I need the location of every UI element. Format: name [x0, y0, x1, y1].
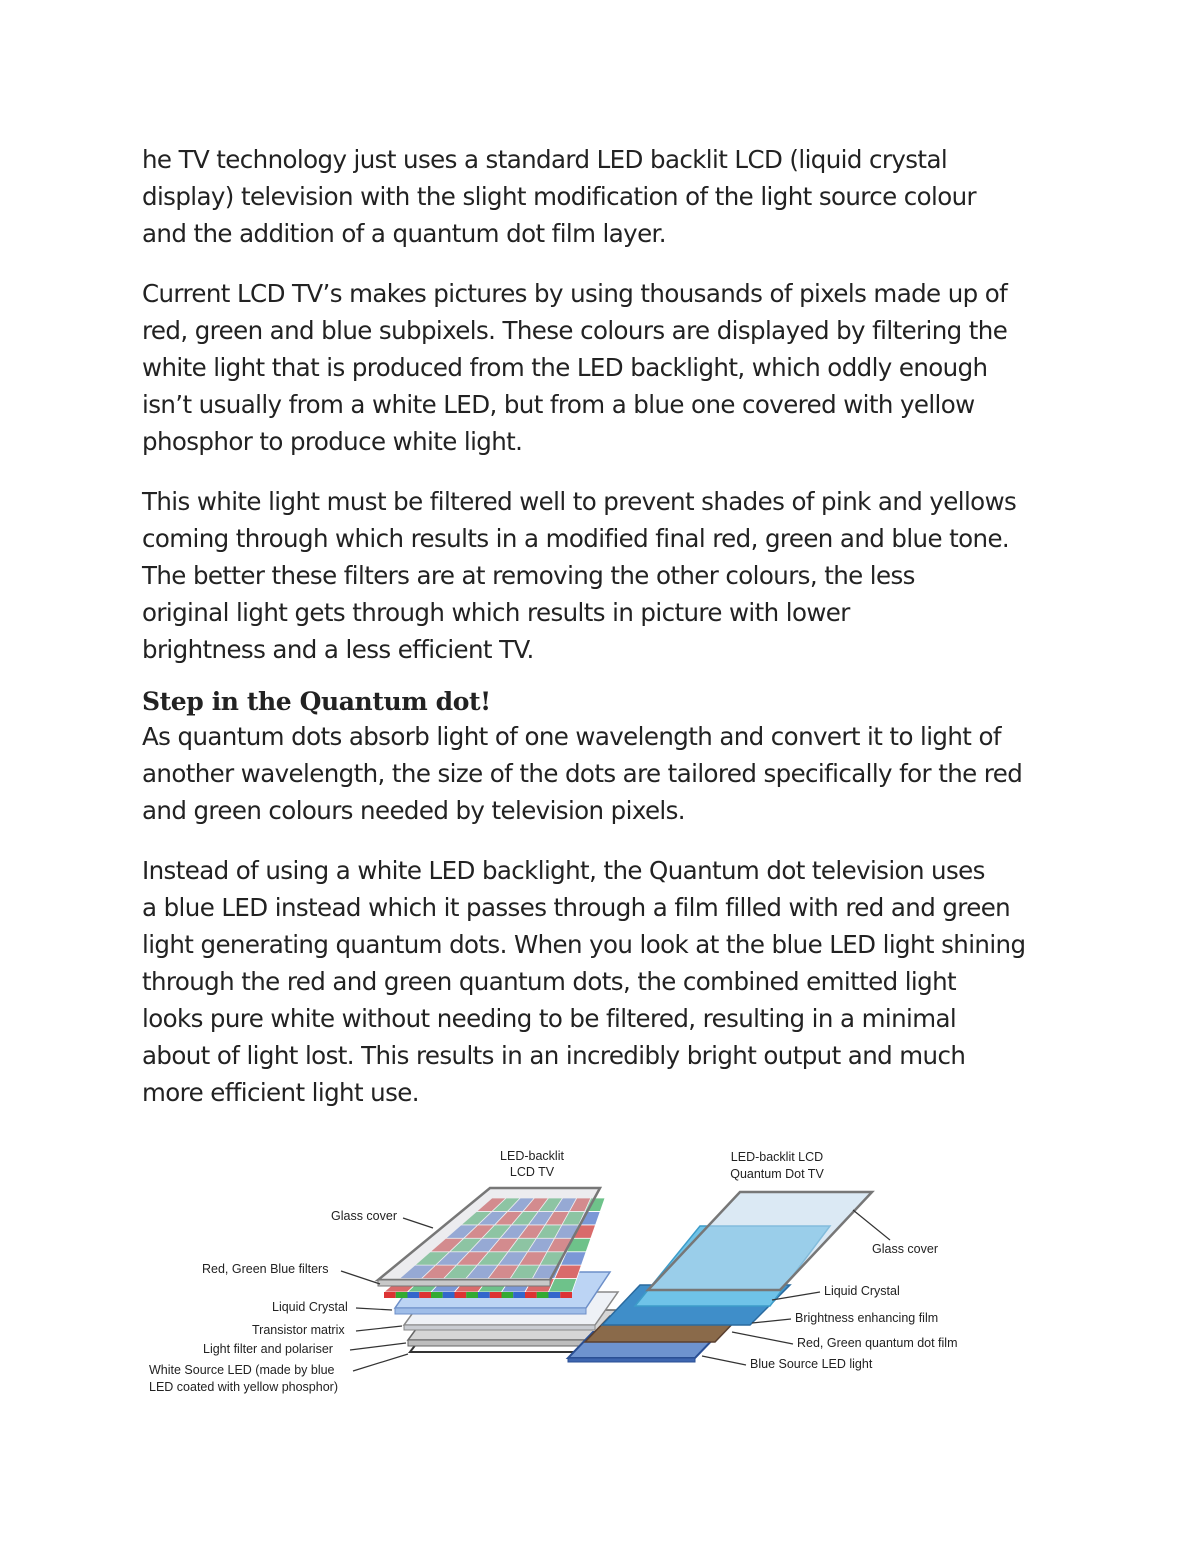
text-line: a blue LED instead which it passes through a film filled with red and green	[142, 893, 1011, 922]
leader-line	[353, 1354, 408, 1371]
lcd-label-polariser: Light filter and polariser	[203, 1342, 333, 1356]
article-body	[142, 141, 1072, 1134]
lcd-vs-qd-diagram	[140, 1140, 990, 1410]
leader-line	[702, 1356, 746, 1365]
qd-label-glass: Glass cover	[872, 1242, 938, 1256]
qd-label-blue-led: Blue Source LED light	[750, 1357, 873, 1371]
leader-line	[853, 1210, 890, 1240]
filter-edge-cell	[384, 1292, 396, 1298]
qd-glass-cover	[648, 1192, 872, 1290]
text-line: looks pure white without needing to be filtered, resulting in a minimal	[142, 1004, 957, 1033]
lcd-label-transistor: Transistor matrix	[252, 1323, 345, 1337]
text-line: Current LCD TV’s makes pictures by using thousands of pixels made up of	[142, 279, 1008, 308]
leader-line	[752, 1319, 791, 1323]
text-line: light generating quantum dots. When you look at the blue LED light shining	[142, 930, 1026, 959]
leader-line	[356, 1308, 392, 1310]
filter-edge-cell	[490, 1292, 502, 1298]
lcd-label-filters: Red, Green Blue filters	[202, 1262, 329, 1276]
lcd-label-white-led-1: White Source LED (made by blue	[149, 1363, 335, 1377]
text-line: coming through which results in a modified final red, green and blue tone.	[142, 524, 1010, 553]
text-line: about of light lost. This results in an incredibly bright output and much	[142, 1041, 966, 1070]
leader-line	[732, 1332, 793, 1344]
leader-line	[356, 1326, 402, 1331]
text-line: Instead of using a white LED backlight, the Quantum dot television uses	[142, 856, 985, 885]
paragraph-4	[142, 718, 1072, 829]
paragraph-5	[142, 852, 1072, 1111]
text-line: and the addition of a quantum dot film layer.	[142, 219, 666, 248]
lcd-title-line-1: LED-backlit	[500, 1149, 564, 1163]
filter-edge-cell	[396, 1292, 408, 1298]
paragraph-3	[142, 483, 1072, 668]
filter-edge-cell	[443, 1292, 455, 1298]
lcd-label-glass: Glass cover	[331, 1209, 397, 1223]
leader-line	[341, 1271, 380, 1284]
paragraph-2	[142, 275, 1072, 460]
filter-edge-cell	[466, 1292, 478, 1298]
qd-title-line-2: Quantum Dot TV	[730, 1167, 824, 1181]
filter-edge-cell	[513, 1292, 525, 1298]
text-line: more efficient light use.	[142, 1078, 419, 1107]
filter-edge-cell	[537, 1292, 549, 1298]
lcd-label-liquid: Liquid Crystal	[272, 1300, 348, 1314]
filter-edge-cell	[419, 1292, 431, 1298]
lcd-label-white-led-2: LED coated with yellow phosphor)	[149, 1380, 338, 1394]
filter-edge-cell	[560, 1292, 572, 1298]
text-line: The better these filters are at removing the other colours, the less	[142, 561, 915, 590]
filter-edge-cell	[502, 1292, 514, 1298]
text-line: As quantum dots absorb light of one wavelength and convert it to light of	[142, 722, 1001, 751]
diagram-svg	[140, 1140, 990, 1410]
text-line: original light gets through which results in picture with lower	[142, 598, 850, 627]
text-line: display) television with the slight modification of the light source colour	[142, 182, 977, 211]
text-line: he TV technology just uses a standard LED backlit LCD (liquid crystal	[142, 145, 948, 174]
text-line: This white light must be filtered well to prevent shades of pink and yellows	[142, 487, 1017, 516]
lcd-title-line-2: LCD TV	[509, 1165, 555, 1179]
filter-edge-cell	[408, 1292, 420, 1298]
text-line: white light that is produced from the LED backlight, which oddly enough	[142, 353, 988, 382]
text-line: phosphor to produce white light.	[142, 427, 523, 456]
text-line: another wavelength, the size of the dots are tailored specifically for the red	[142, 759, 1023, 788]
filter-edge-cell	[549, 1292, 561, 1298]
text-line: through the red and green quantum dots, the combined emitted light	[142, 967, 957, 996]
leader-line	[350, 1343, 406, 1350]
qd-title-line-1: LED-backlit LCD	[730, 1150, 824, 1164]
qd-label-qd-film: Red, Green quantum dot film	[797, 1336, 958, 1350]
text-line: and green colours needed by television pixels.	[142, 796, 685, 825]
filter-edge-cell	[431, 1292, 443, 1298]
text-line: brightness and a less efficient TV.	[142, 635, 534, 664]
filter-edge-cell	[525, 1292, 537, 1298]
filter-edge-cell	[455, 1292, 467, 1298]
qd-label-brightness: Brightness enhancing film	[795, 1311, 939, 1325]
paragraph-1	[142, 141, 1072, 252]
section-heading: Step in the Quantum dot!	[142, 687, 491, 716]
leader-line	[403, 1218, 433, 1228]
text-line: isn’t usually from a white LED, but from a blue one covered with yellow	[142, 390, 975, 419]
text-line: red, green and blue subpixels. These colours are displayed by filtering the	[142, 316, 1008, 345]
filter-edge-cell	[478, 1292, 490, 1298]
qd-label-liquid: Liquid Crystal	[824, 1284, 900, 1298]
